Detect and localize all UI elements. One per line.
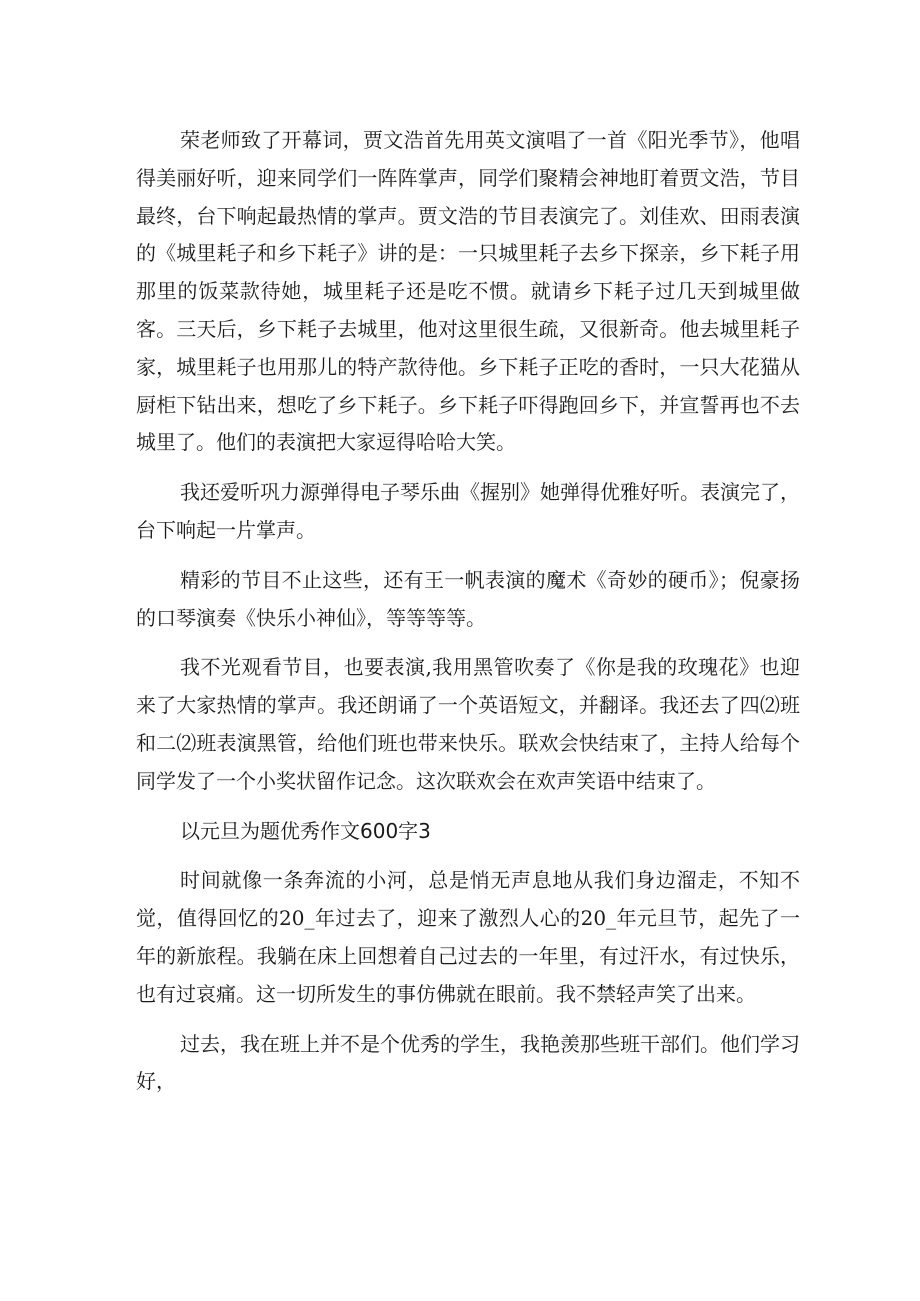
paragraph-5: 时间就像一条奔流的小河，总是悄无声息地从我们身边溜走，不知不觉，值得回忆的20_年过去了，迎来了激烈人心的20_年元旦节，起先了一年的新旅程。我躺在床上回想着自己过去的一年里，有过汗水，有过快乐，也有过哀痛。这一切所发生的事仿佛就在眼前。我不禁轻声笑了出来。 [136, 868, 800, 1006]
paragraph-6: 过去，我在班上并不是个优秀的学生，我艳羡那些班干部们。他们学习好， [136, 1031, 800, 1094]
paragraph-2: 我还爱听巩力源弹得电子琴乐曲《握别》她弹得优雅好听。表演完了，台下响起一片掌声。 [136, 480, 800, 542]
paragraph-1: 荣老师致了开幕词，贾文浩首先用英文演唱了一首《阳光季节》，他唱得美丽好听，迎来同学们一阵阵掌声，同学们聚精会神地盯着贾文浩，节目最终，台下响起最热情的掌声。贾文浩的节目表演完了。刘佳欢、田雨表演的《城里耗子和乡下耗子》讲的是：一只城里耗子去乡下探亲，乡下耗子用那里的饭菜款待她，城里耗子还是吃不惯。就请乡下耗子过几天到城里做客。三天后，乡下耗子去城里，他对这里很生疏，又很新奇。他去城里耗子家，城里耗子也用那儿的特产款待他。乡下耗子正吃的香时，一只大花猫从厨柜下钻出来，想吃了乡下耗子。乡下耗子吓得跑回乡下，并宣誓再也不去城里了。他们的表演把大家逗得哈哈大笑。 [136, 128, 800, 455]
paragraph-3: 精彩的节目不止这些，还有王一帆表演的魔术《奇妙的硬币》；倪豪扬的口琴演奏《快乐小神仙》，等等等等。 [136, 567, 800, 630]
section-heading: 以元旦为题优秀作文600字3 [180, 818, 431, 843]
paragraph-4: 我不光观看节目，也要表演,我用黑管吹奏了《你是我的玫瑰花》也迎来了大家热情的掌声。我还朗诵了一个英语短文，并翻译。我还去了四⑵班和二⑵班表演黑管，给他们班也带来快乐。联欢会快结束了，主持人给每个同学发了一个小奖状留作记念。这次联欢会在欢声笑语中结束了。 [136, 655, 800, 793]
